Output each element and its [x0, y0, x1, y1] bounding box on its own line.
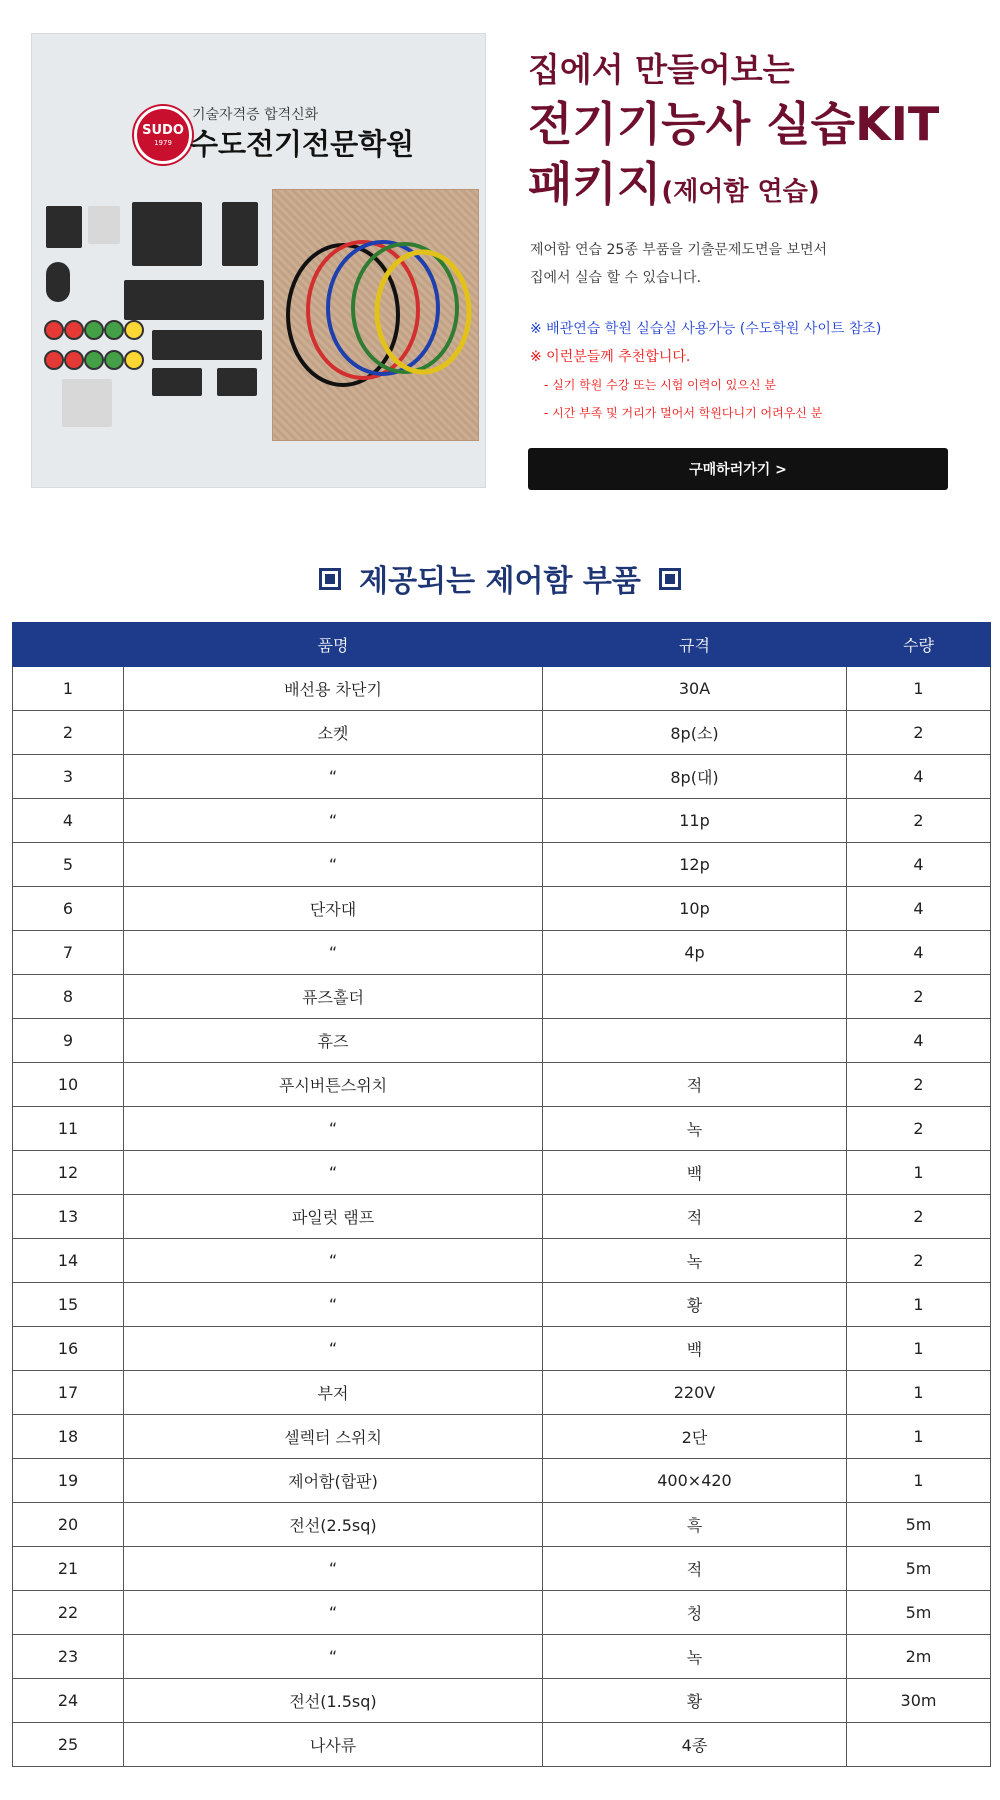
row-number: 10 [13, 1063, 124, 1107]
part-spec: 4종 [543, 1723, 847, 1767]
row-number: 12 [13, 1151, 124, 1195]
socket-part [132, 202, 202, 266]
socket-row-part [124, 280, 264, 320]
row-number: 24 [13, 1679, 124, 1723]
part-quantity: 30m [847, 1679, 991, 1723]
part-spec: 30A [543, 667, 847, 711]
part-name: “ [124, 755, 543, 799]
part-spec: 청 [543, 1591, 847, 1635]
part-quantity: 2 [847, 1195, 991, 1239]
part-name: “ [124, 1239, 543, 1283]
part-spec: 황 [543, 1283, 847, 1327]
green-lamp [104, 320, 124, 340]
part-quantity: 5m [847, 1547, 991, 1591]
table-row [13, 1151, 991, 1195]
row-number: 2 [13, 711, 124, 755]
recommend-item: - 실기 학원 수강 또는 시험 이력이 있으신 분 [544, 378, 776, 392]
part-quantity: 4 [847, 931, 991, 975]
part-name: 단자대 [124, 887, 543, 931]
hero-title-package: 패키지 [528, 157, 662, 211]
part-quantity: 1 [847, 667, 991, 711]
column-header: 수량 [847, 623, 991, 667]
square-bullet-icon [659, 568, 681, 590]
table-header-row [13, 623, 991, 667]
part-name: “ [124, 799, 543, 843]
table-row [13, 1327, 991, 1371]
logo-badge-text: SUDO [142, 123, 184, 138]
table-row [13, 1591, 991, 1635]
green-lamp [84, 350, 104, 370]
part-spec [543, 1019, 847, 1063]
table-row [13, 1195, 991, 1239]
part-quantity: 1 [847, 1371, 991, 1415]
table-row [13, 1679, 991, 1723]
part-name: “ [124, 1591, 543, 1635]
row-number: 15 [13, 1283, 124, 1327]
row-number: 17 [13, 1371, 124, 1415]
product-description [530, 236, 827, 292]
table-row [13, 843, 991, 887]
part-quantity: 1 [847, 1415, 991, 1459]
socket-row2-part [152, 330, 262, 360]
column-header: 규격 [543, 623, 847, 667]
part-spec: 10p [543, 887, 847, 931]
part-quantity: 1 [847, 1283, 991, 1327]
part-name: 전선(1.5sq) [124, 1679, 543, 1723]
table-row [13, 1635, 991, 1679]
part-quantity: 4 [847, 843, 991, 887]
part-name: 퓨즈홀더 [124, 975, 543, 1019]
row-number: 19 [13, 1459, 124, 1503]
part-spec: 백 [543, 1151, 847, 1195]
column-header: 품명 [124, 623, 543, 667]
logo-badge [134, 106, 192, 164]
square-bullet-icon [319, 568, 341, 590]
row-number: 21 [13, 1547, 124, 1591]
yellow-lamp [124, 320, 144, 340]
part-name: “ [124, 1635, 543, 1679]
row-number: 9 [13, 1019, 124, 1063]
description-line: 집에서 실습 할 수 있습니다. [530, 270, 702, 286]
part-spec: 11p [543, 799, 847, 843]
part-name: 배선용 차단기 [124, 667, 543, 711]
yellow-lamp [124, 350, 144, 370]
table-row [13, 1283, 991, 1327]
part-quantity: 4 [847, 887, 991, 931]
parts-table [12, 622, 991, 1767]
terminal2-part [152, 368, 202, 396]
part-spec: 녹 [543, 1635, 847, 1679]
part-spec: 8p(대) [543, 755, 847, 799]
part-quantity: 2 [847, 799, 991, 843]
hero-title-line3 [528, 148, 820, 214]
part-quantity: 2m [847, 1635, 991, 1679]
part-name: 휴즈 [124, 1019, 543, 1063]
part-spec: 12p [543, 843, 847, 887]
part-spec: 녹 [543, 1239, 847, 1283]
part-name: “ [124, 843, 543, 887]
hero-title-note: (제어함 연습) [661, 177, 820, 207]
part-spec: 8p(소) [543, 711, 847, 755]
part-spec: 4p [543, 931, 847, 975]
row-number: 13 [13, 1195, 124, 1239]
row-number: 8 [13, 975, 124, 1019]
row-number: 7 [13, 931, 124, 975]
part-quantity: 2 [847, 1107, 991, 1151]
red-lamp [64, 320, 84, 340]
part-name: “ [124, 1547, 543, 1591]
row-number: 25 [13, 1723, 124, 1767]
table-row [13, 1723, 991, 1767]
parts-section-title [0, 556, 1000, 600]
table-row [13, 1239, 991, 1283]
wire-coils [273, 190, 478, 440]
part-quantity: 2 [847, 1063, 991, 1107]
row-number: 1 [13, 667, 124, 711]
table-row [13, 931, 991, 975]
table-row [13, 1019, 991, 1063]
part-quantity: 1 [847, 1151, 991, 1195]
green-lamp [84, 320, 104, 340]
part-spec: 적 [543, 1195, 847, 1239]
part-name: 푸시버튼스위치 [124, 1063, 543, 1107]
part-name: “ [124, 931, 543, 975]
row-number: 11 [13, 1107, 124, 1151]
part-quantity: 4 [847, 1019, 991, 1063]
part-name: 소켓 [124, 711, 543, 755]
part-quantity: 5m [847, 1591, 991, 1635]
section-title-text: 제공되는 제어함 부품 [359, 564, 641, 599]
part-quantity [847, 1723, 991, 1767]
row-number: 14 [13, 1239, 124, 1283]
selector-part [46, 262, 70, 302]
row-number: 6 [13, 887, 124, 931]
part-spec: 적 [543, 1063, 847, 1107]
buy-button[interactable]: 구매하러가기 > [528, 448, 948, 490]
part-name: “ [124, 1283, 543, 1327]
table-row [13, 799, 991, 843]
part-name: “ [124, 1107, 543, 1151]
academy-logo [134, 104, 414, 164]
part-quantity: 1 [847, 1459, 991, 1503]
column-header [13, 623, 124, 667]
part-quantity: 4 [847, 755, 991, 799]
red-lamp [44, 350, 64, 370]
plywood-board [272, 189, 479, 441]
row-number: 16 [13, 1327, 124, 1371]
table-row [13, 1371, 991, 1415]
row-number: 22 [13, 1591, 124, 1635]
green-lamp [104, 350, 124, 370]
table-row [13, 1547, 991, 1591]
table-row [13, 1415, 991, 1459]
row-number: 3 [13, 755, 124, 799]
table-row [13, 1459, 991, 1503]
part-spec: 흑 [543, 1503, 847, 1547]
part-spec: 2단 [543, 1415, 847, 1459]
red-lamp [64, 350, 84, 370]
breaker-part [46, 206, 82, 248]
part-name: 부저 [124, 1371, 543, 1415]
part-spec: 녹 [543, 1107, 847, 1151]
part-quantity: 5m [847, 1503, 991, 1547]
row-number: 18 [13, 1415, 124, 1459]
terminal-part [222, 202, 258, 266]
part-spec: 400×420 [543, 1459, 847, 1503]
hero-title: 전기기능사 실습KIT [528, 97, 940, 151]
part-name: 셀렉터 스위치 [124, 1415, 543, 1459]
description-line: 제어함 연습 25종 부품을 기출문제도면을 보면서 [530, 242, 828, 258]
row-number: 5 [13, 843, 124, 887]
table-row [13, 975, 991, 1019]
terminal3-part [217, 368, 257, 396]
logo-tagline: 기술자격증 합격신화 [192, 107, 319, 123]
part-name: 제어함(합판) [124, 1459, 543, 1503]
practice-room-note: ※ 배관연습 학원 실습실 사용가능 (수도학원 사이트 참조) [530, 321, 882, 337]
recommend-title: ※ 이런분들께 추천합니다. [530, 349, 691, 365]
table-row [13, 1107, 991, 1151]
part-spec [543, 975, 847, 1019]
table-row [13, 887, 991, 931]
table-row [13, 711, 991, 755]
recommend-item: - 시간 부족 및 거리가 멀어서 학원다니기 어려우신 분 [544, 406, 823, 420]
table-row [13, 755, 991, 799]
part-quantity: 2 [847, 1239, 991, 1283]
part-name: 나사류 [124, 1723, 543, 1767]
buzzer-box-part [62, 379, 112, 427]
logo-badge-year: 1979 [154, 139, 172, 147]
product-image [31, 33, 486, 488]
table-row [13, 1063, 991, 1107]
row-number: 4 [13, 799, 124, 843]
red-lamp [44, 320, 64, 340]
part-quantity: 1 [847, 1327, 991, 1371]
part-spec: 220V [543, 1371, 847, 1415]
logo-name: 수도전기전문학원 [190, 127, 415, 161]
fuse-holder-part [88, 206, 120, 244]
part-spec: 황 [543, 1679, 847, 1723]
row-number: 20 [13, 1503, 124, 1547]
part-quantity: 2 [847, 975, 991, 1019]
row-number: 23 [13, 1635, 124, 1679]
part-name: “ [124, 1327, 543, 1371]
part-spec: 적 [543, 1547, 847, 1591]
part-spec: 백 [543, 1327, 847, 1371]
table-row [13, 667, 991, 711]
part-name: 파일럿 램프 [124, 1195, 543, 1239]
hero-subtitle: 집에서 만들어보는 [528, 50, 795, 89]
table-row [13, 1503, 991, 1547]
part-name: “ [124, 1151, 543, 1195]
part-quantity: 2 [847, 711, 991, 755]
part-name: 전선(2.5sq) [124, 1503, 543, 1547]
